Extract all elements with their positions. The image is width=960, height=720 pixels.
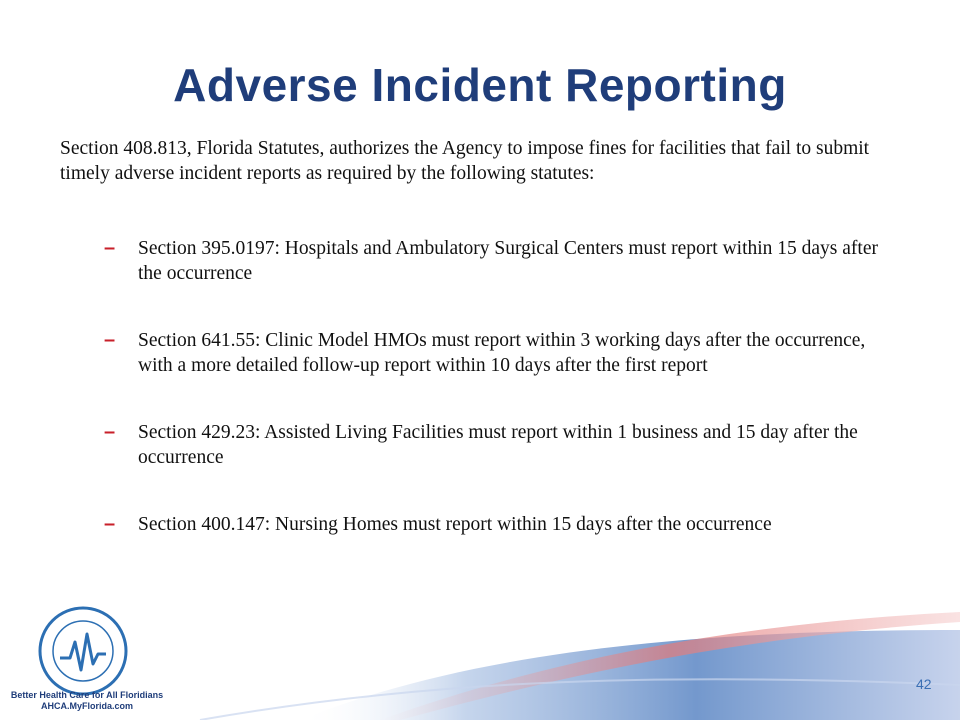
bullet-item [104,512,904,537]
slide-title: Adverse Incident Reporting [173,59,787,111]
bullet-dash: – [104,329,116,351]
bullet-text: Section 395.0197: Hospitals and Ambulatory Surgical Centers must report within 15 days after the occurrence [138,238,878,284]
bullet-dash: – [104,237,116,259]
intro-paragraph: Section 408.813, Florida Statutes, authorizes the Agency to impose fines for facilities that fail to submit timely adverse incident reports as required by the following statutes: [60,138,870,184]
bullet-item [104,328,904,378]
ahca-seal-logo [38,606,128,696]
bullet-dash: – [104,513,116,535]
bullet-item [104,420,904,470]
page-number: 42 [916,676,932,692]
bullet-text: Section 641.55: Clinic Model HMOs must report within 3 working days after the occurrence, with a more detailed follow-up report within 10 days after the first report [138,330,866,376]
bullet-text: Section 400.147: Nursing Homes must report within 15 days after the occurrence [138,514,772,535]
bullet-dash: – [104,421,116,443]
tagline-line1: Better Health Care for All Floridians [10,690,164,700]
tagline [8,690,166,712]
tagline-line2: AHCA.MyFlorida.com [40,701,133,711]
bullet-item [104,236,904,286]
bullet-list [104,236,904,535]
bullet-text: Section 429.23: Assisted Living Facilities must report within 1 business and 15 day after the occurrence [138,422,858,468]
